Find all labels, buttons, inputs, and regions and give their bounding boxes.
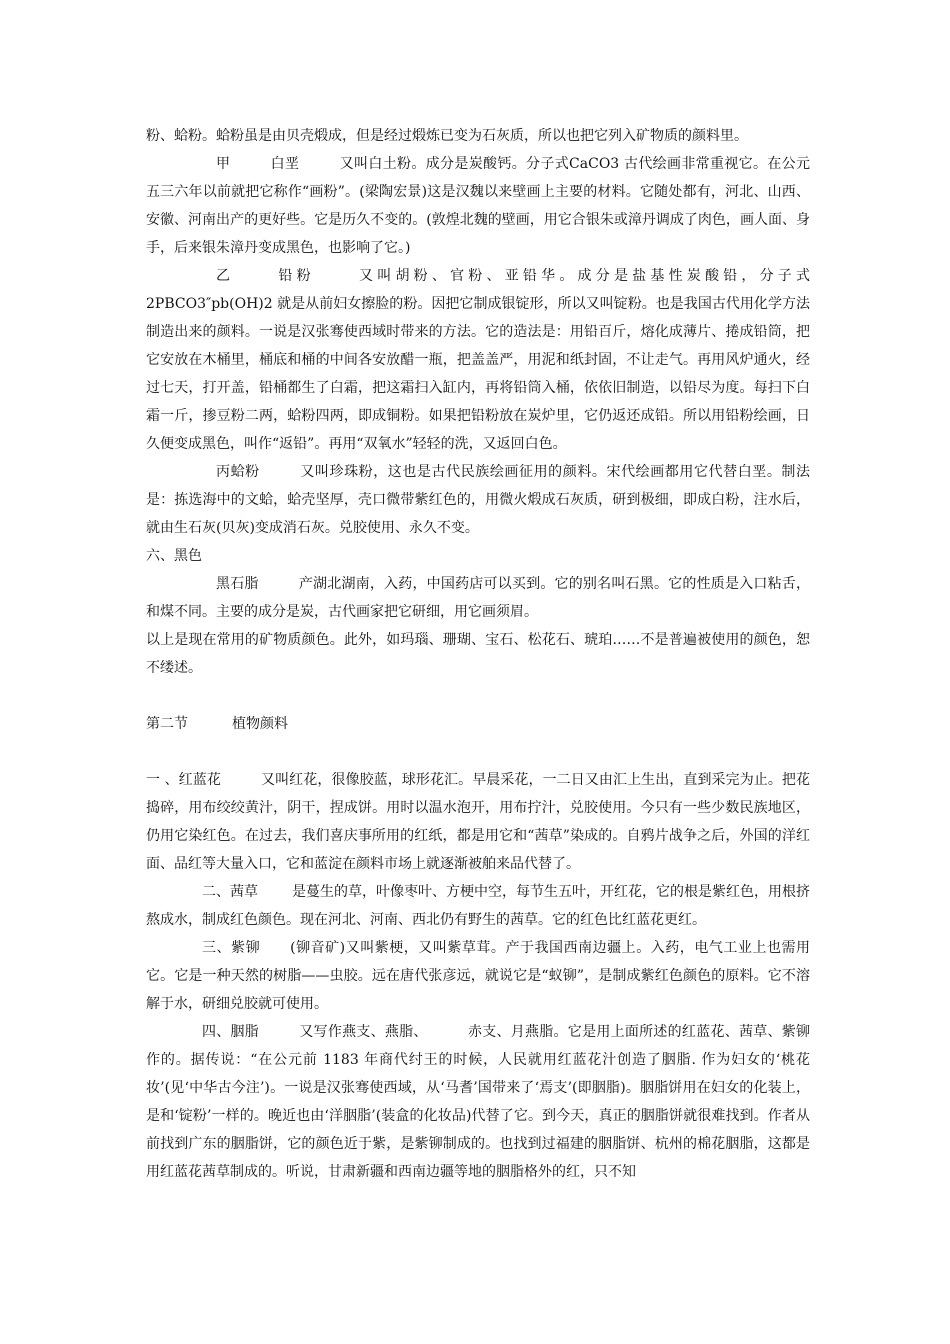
item-body: 又叫红花，很像胶蓝，球形花汇。早晨采花，一二日又由汇上生出，直到采完为止。把花捣碎，用布绞绞黄汁，阴干，捏成饼。用时以温水泡开，用布拧汁，兑胶使用。今只有一些少数民族地区，仍用它染红色。在过去，我们喜庆事所用的红纸，都是用它和“茜草”染成的。自鸦片战争之后，外国的洋红面、品红等大量入口，它和蓝淀在颜料市场上就逐渐被舶来品代替了。 (146, 772, 811, 872)
section-heading (146, 710, 810, 738)
document-page (146, 122, 810, 1186)
item-body: 又叫白土粉。成分是炭酸钙。分子式CaCO3 古代绘画非常重视它。在公元五三六年以前就把它称作“画粉”。(梁陶宏景)这是汉魏以来壁画上主要的材料。它随处都有，河北、山西、安徽、河南出产的更好些。它是历久不变的。(敦煌北魏的壁画，用它合银朱或漳丹调成了肉色，画人面、身手，后来银朱漳丹变成黑色，也影响了它。) (146, 156, 811, 256)
paragraph-clam-powder-intro: 粉、蛤粉。蛤粉虽是由贝壳煅成，但是经过煅炼已变为石灰质，所以也把它列入矿物质的颜料里。 (146, 128, 748, 144)
item-title: 丙蛤粉 (216, 464, 260, 480)
item-body: 又叫珍珠粉，这也是古代民族绘画征用的颜料。宋代绘画都用它代替白垩。制法是：拣选海中的文蛤，蛤壳坚厚，壳口微带紫红色的，用微火煅成石灰质，研到极细，即成白粉，注水后，就由生石灰(贝灰)变成消石灰。兑胶使用、永久不变。 (146, 464, 811, 536)
item-subtitle: 又写作燕支、燕脂、 (299, 1024, 428, 1040)
paragraph-safflower (146, 766, 810, 878)
paragraph-summary: 以上是现在常用的矿物质颜色。此外，如玛瑙、珊瑚、宝石、松花石、琥珀……不是普遍被使用的颜色，恕不缕述。 (146, 632, 810, 676)
section-title: 植物颜料 (232, 716, 288, 732)
paragraph-lead-white (146, 262, 810, 458)
paragraph-clam-powder (146, 458, 810, 542)
item-title: 白垩 (270, 156, 300, 172)
item-body: 又叫胡粉、官粉、亚铅华。成分是盐基性炭酸铅，分子式 2PBCO3″pb(OH)2 就是从前妇女擦脸的粉。因把它制成银锭形，所以又叫锭粉。也是我国古代用化学方法制造出来的颜料。一说是汉张骞使西域时带来的方法。它的造法是：用铅百斤，熔化成薄片、捲成铅筒，把它安放在木桶里，桶底和桶的中间各安放醋一瓶，把盖盖严，用泥和纸封固，不让走气。再用风炉通火，经过七天，打开盖，铅桶都生了白霜，把这霜扫入缸内，再将铅筒入桶，依依旧制造，以铅尽为度。每扫下白霜一斤，掺豆粉二两，蛤粉四两，即成铜粉。如果把铅粉放在炭炉里，它仍返还成铅。所以用铅粉绘画，日久便变成黑色，叫作“返铅”。再用“双氧水”轻轻的洗，又返回白色。 (146, 268, 811, 452)
item-title: 铅粉 (274, 268, 315, 284)
item-body: (铆音矿)又叫紫梗，又叫紫草茸。产于我国西南边疆上。入药，电气工业上也需用它。它是一种天然的树脂——虫胶。远在唐代张彦远，就说它是“蚁铆”，是制成紫红色颜色的原料。它不溶解于水，研细兑胶就可使用。 (146, 940, 811, 1012)
paragraph-black-stone (146, 570, 810, 626)
item-title: 一 、红蓝花 (146, 772, 221, 788)
item-marker: 甲 (216, 156, 231, 172)
item-title: 四、胭脂 (202, 1024, 260, 1040)
paragraph-lac (146, 934, 810, 1018)
section-number: 第二节 (146, 716, 188, 732)
item-title: 三、紫铆 (202, 940, 261, 956)
item-title: 黑石脂 (216, 576, 259, 592)
item-body: 是蔓生的草，叶像枣叶、方梗中空，每节生五叶，开红花，它的根是紫红色，用根挤熬成水，制成红色颜色。现在河北、河南、西北仍有野生的茜草。它的红色比红蓝花更红。 (146, 884, 810, 928)
paragraph-rouge (146, 1018, 810, 1186)
paragraph-chalk (146, 150, 810, 262)
item-marker: 乙 (216, 268, 235, 284)
item-body: 产湖北湖南，入药，中国药店可以买到。它的别名叫石黑。它的性质是入口粘舌，和煤不同。主要的成分是炭，古代画家把它研细，用它画须眉。 (146, 576, 811, 620)
item-title: 二、茜草 (202, 884, 258, 900)
paragraph-madder (146, 878, 810, 934)
heading-black: 六、黑色 (146, 548, 202, 564)
item-body: 赤支、月燕脂。它是用上面所述的红蓝花、茜草、紫铆作的。据传说：“在公元前 1183 年商代纣王的时候，人民就用红蓝花汁创造了胭脂. 作为妇女的‘桃花妆’(见‘中华古今注’)。一说是汉张骞使西域，从‘马耆’国带来了‘焉支’(即胭脂)。胭脂饼用在妇女的化装上，是和‘锭粉’一样的。晚近也由‘洋胭脂’(装盒的化妆品)代替了它。到今天，真正的胭脂饼就很难找到。作者从前找到广东的胭脂饼，它的颜色近于紫，是紫铆制成的。也找到过福建的胭脂饼、杭州的棉花胭脂，这都是用红蓝花茜草制成的。听说，甘肃新疆和西南边疆等地的胭脂格外的红，只不知 (146, 1024, 811, 1180)
